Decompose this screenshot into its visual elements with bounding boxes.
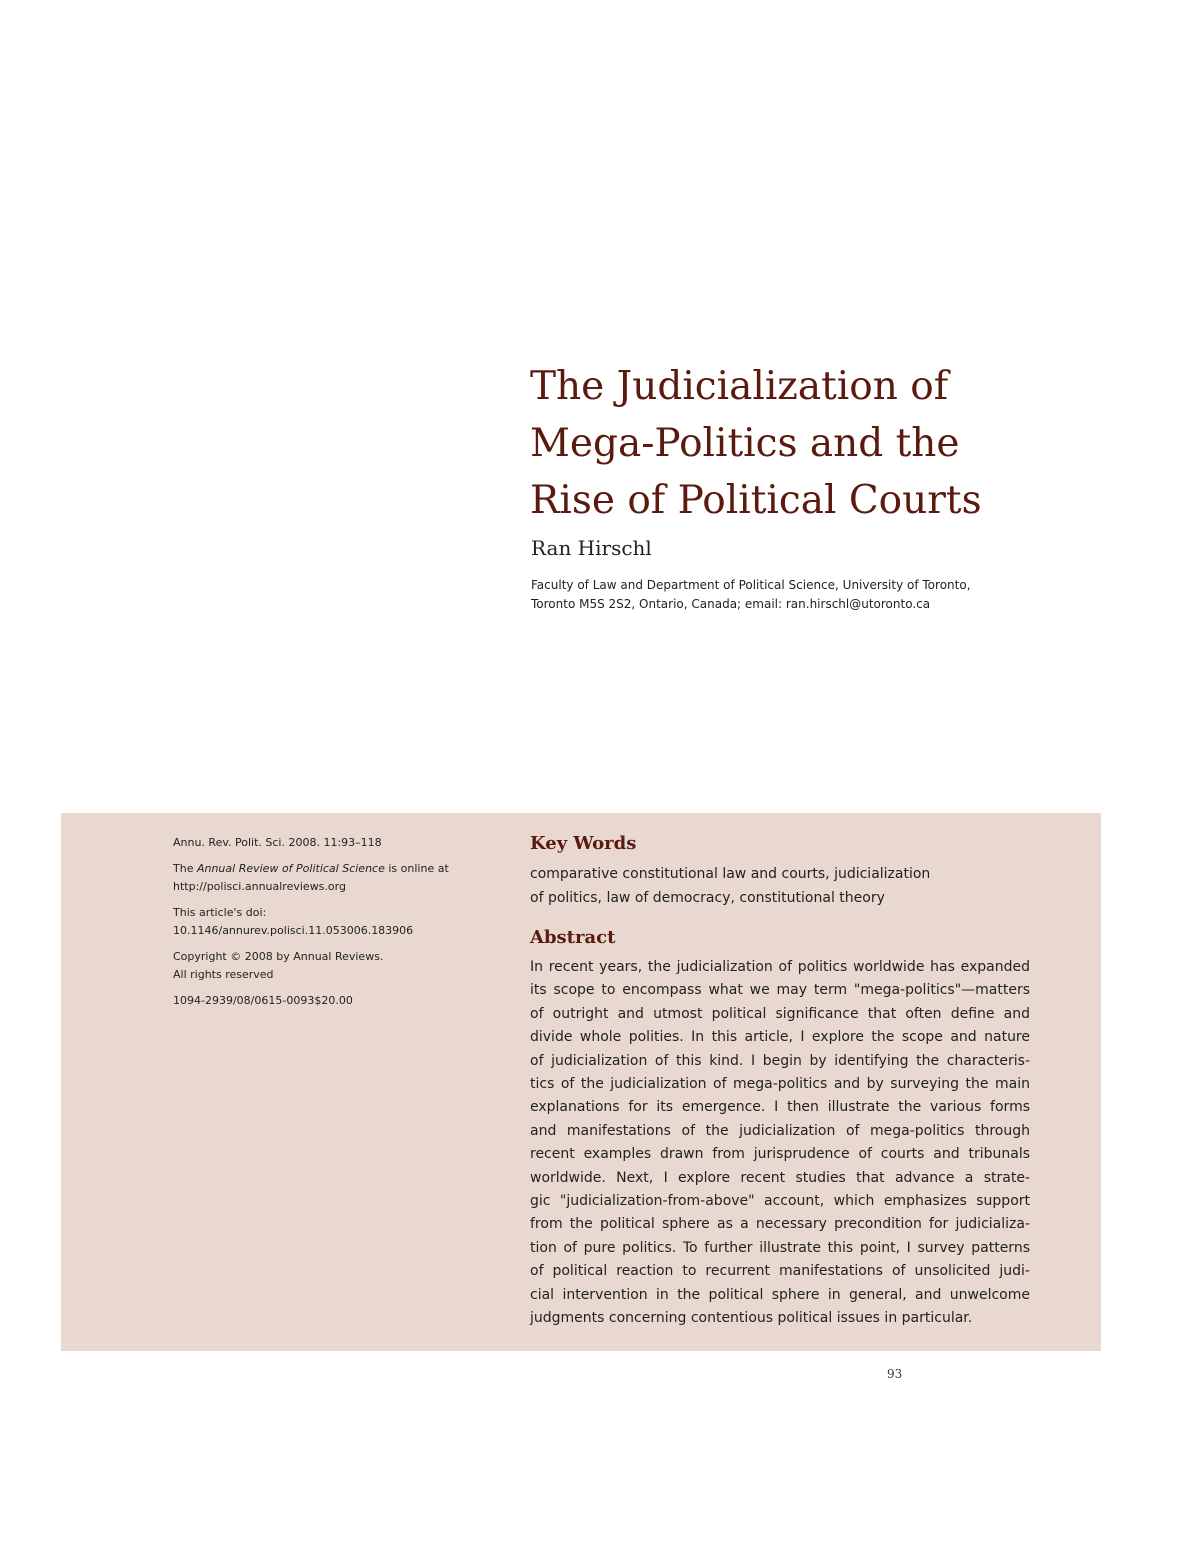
abstract-line: from the political sphere as a necessary precondition for judicializa-	[530, 1216, 1030, 1233]
rights: All rights reserved	[173, 968, 274, 981]
abstract-line: In recent years, the judicialization of politics worldwide has expanded	[530, 959, 1030, 975]
abstract-line: gic "judicialization-from-above" account, which emphasizes support	[530, 1193, 1030, 1210]
abstract-line: of judicialization of this kind. I begin by identifying the characteris-	[530, 1052, 1030, 1069]
doi-value[interactable]: 10.1146/annurev.polisci.11.053006.183906	[173, 924, 414, 937]
abstract-line: tics of the judicialization of mega-politics and by surveying the main	[530, 1076, 1030, 1093]
doi-label: This article's doi:	[173, 906, 267, 919]
abstract-line: of outright and utmost political significance that often define and	[530, 1005, 1030, 1022]
abstract-heading: Abstract	[530, 927, 616, 948]
publication-info	[173, 834, 473, 1018]
affiliation-line: Toronto M5S 2S2, Ontario, Canada; email: ran.hirschl@utoronto.ca	[531, 597, 931, 611]
online-notice: The Annual Review of Political Science is online at	[173, 862, 449, 875]
affiliation-line: Faculty of Law and Department of Political Science, University of Toronto,	[531, 578, 971, 592]
keywords-line: comparative constitutional law and courts, judicialization	[530, 866, 931, 882]
title-line: The Judicialization of	[530, 364, 949, 409]
abstract-line: recent examples drawn from jurisprudence of courts and tribunals	[530, 1146, 1030, 1163]
keywords-list	[530, 862, 1030, 910]
citation: Annu. Rev. Polit. Sci. 2008. 11:93–118	[173, 836, 382, 849]
title-line: Rise of Political Courts	[530, 478, 982, 523]
abstract-line: of political reaction to recurrent manifestations of unsolicited judi-	[530, 1263, 1030, 1280]
page-number: 93	[887, 1367, 903, 1381]
author-affiliation	[531, 576, 1051, 614]
journal-url[interactable]: http://polisci.annualreviews.org	[173, 880, 346, 893]
abstract-line: cial intervention in the political sphere in general, and unwelcome	[530, 1286, 1030, 1303]
abstract-line: tion of pure politics. To further illustrate this point, I survey patterns	[530, 1239, 1030, 1256]
abstract-line: divide whole polities. In this article, I explore the scope and nature	[530, 1029, 1030, 1046]
article-title	[530, 358, 1090, 529]
title-line: Mega-Politics and the	[530, 421, 960, 466]
abstract-line: worldwide. Next, I explore recent studies that advance a strate-	[530, 1169, 1030, 1186]
keywords-line: of politics, law of democracy, constitutional theory	[530, 890, 885, 906]
copyright: Copyright © 2008 by Annual Reviews.	[173, 950, 384, 963]
abstract-text	[530, 956, 1030, 1331]
journal-name: Annual Review of Political Science	[196, 862, 385, 875]
keywords-heading: Key Words	[530, 833, 637, 854]
abstract-line: and manifestations of the judicialization of mega-politics through	[530, 1122, 1030, 1139]
abstract-line: judgments concerning contentious political issues in particular.	[530, 1310, 973, 1327]
abstract-line: its scope to encompass what we may term "mega-politics"—matters	[530, 982, 1030, 999]
author-name: Ran Hirschl	[531, 536, 652, 560]
issn: 1094-2939/08/0615-0093$20.00	[173, 994, 353, 1007]
abstract-section	[530, 830, 1030, 1331]
abstract-line: explanations for its emergence. I then illustrate the various forms	[530, 1099, 1030, 1116]
